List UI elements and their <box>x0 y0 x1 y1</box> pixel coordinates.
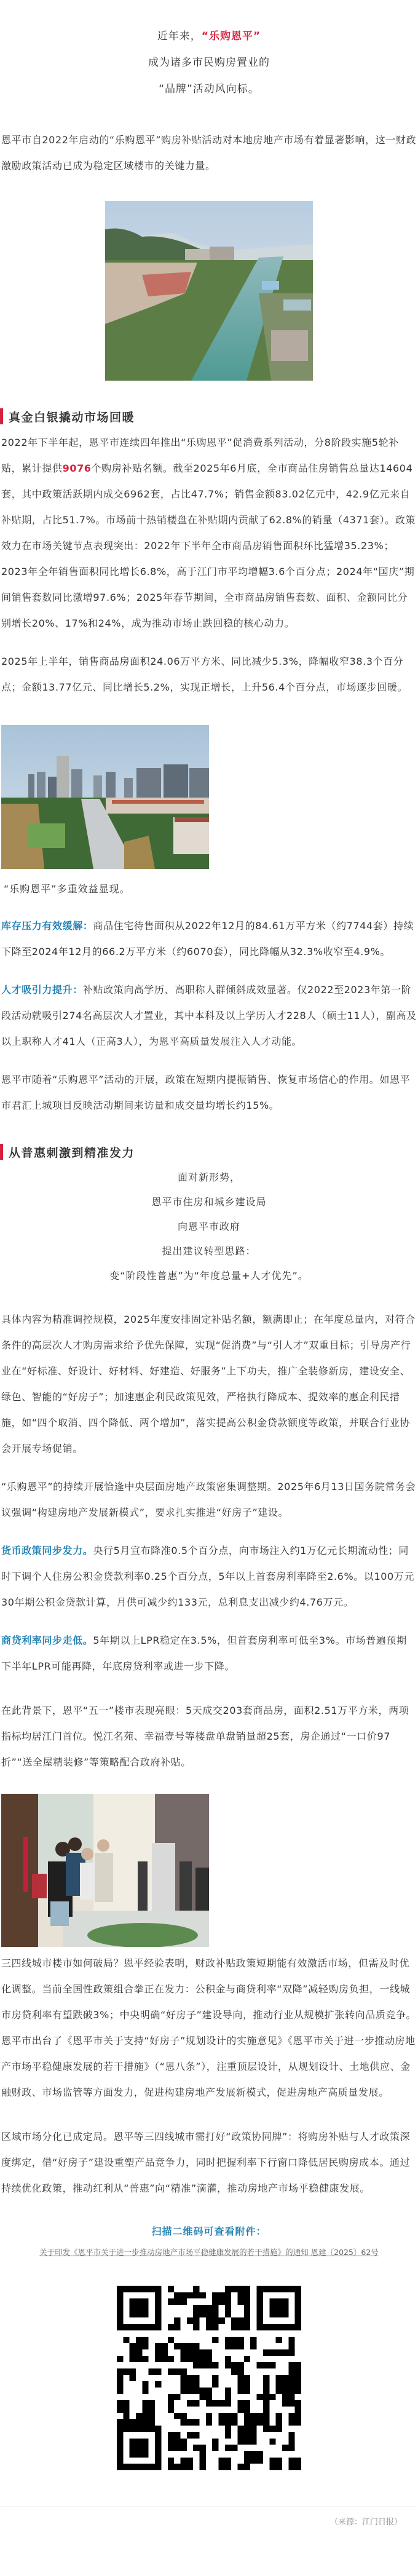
paragraph-breakthrough: 三四线城市楼市如何破局？恩平经验表明，财政补贴政策短期能有效激活市场，但需及时优化调整。当前全国性政策组合拳正在发力：公积金与商贷利率“双降”减轻购房负担，一线城市房贷利率有望跌破3%；中央明确“好房子”建设导向，推动行业从规模扩张转向品质竞争。恩平市出台了《恩平市关于支持“好房子”规划设计的实施意见》《恩平市关于进一步推动房地产市场平稳健康发展的若干措施》（“恩八条”），注重顶层设计，从规划设计、土地供应、金融财政、市场监管等方面发力，促进构建房地产发展新模式，促进房地产高质量发展。 <box>1 1957 417 2098</box>
text-run: 商品住宅待售面积从2022年12月的84.61万平方米（约7744套）持续下降至2024年12月的66.2万平方米（约6070套），同比降幅从32.3%收窄至4.9%。 <box>1 920 414 957</box>
center-line: 提出建议转型思路： <box>162 1245 256 1257</box>
text-run: 2022年下半年起，恩平市连续四年推出“乐购恩平”促消费系列活动，分8阶段实施5轮补贴，累计提供 <box>1 437 399 474</box>
residential-district-photo <box>1 725 209 869</box>
text-run: 补贴政策向高学历、高职称人群倾斜成效显著。仅2022至2023年第一阶段活动就吸引274名高层次人才置业，其中本科及以上学历人才228人（硕士11人），副高及以上职称人才41人（正高3人），为恩平高质量发展注入人才动能。 <box>1 984 417 1047</box>
proposal-center-block <box>0 1165 418 1288</box>
text-run: 央行5月宣布降准0.5个百分点，向市场注入约1万亿元长期流动性；同时下调个人住房公积金贷款利率0.25个百分点，5年以上首套房利率降至2.6%。以100万元30年期公积金贷款计算，月供可减少约133元，总利息支出减少约4.76万元。 <box>1 1545 414 1608</box>
paragraph-subsidy-results <box>0 430 418 636</box>
paragraph-conclusion: 区域市场分化已成定局。恩平等三四线城市需打好“政策协同牌”：将购房补贴与人才政策深度绑定，借“好房子”建设重塑产品竞争力，同时把握利率下行窗口降低居民购房成本。通过持续优化政策，推动红利从“普惠”向“精准”滴灌，推动房地产市场平稳健康发展。 <box>1 2131 411 2194</box>
paragraph-monetary <box>0 1538 418 1615</box>
paragraph-talent <box>0 977 418 1055</box>
intro-line-3: “品牌”活动风向标。 <box>159 83 259 95</box>
center-line: 向恩平市政府 <box>177 1221 240 1232</box>
section-heading-market-warming <box>0 403 418 430</box>
paragraph-lpr <box>0 1628 418 1679</box>
paragraph-project-effect: 恩平市随着“乐购恩平”活动的开展，政策在短期内提振销售、恢复市场信心的作用。如恩平市君汇上城项目反映活动期间来访量和成交量均增长约15%。 <box>1 1074 411 1111</box>
source-attribution: （来源：江门日报） <box>329 2518 402 2527</box>
center-line: 变“阶段性普惠”为“年度总量+人才优先”。 <box>109 1270 309 1282</box>
attachment-link[interactable]: 关于印发《恩平市关于进一步推动房地产市场平稳健康发展的若干措施》的通知 恩建〔2025〕62号 <box>39 2248 379 2257</box>
scan-qr-title: 扫描二维码可查看附件： <box>151 2225 267 2237</box>
intro-prefix: 近年来， <box>157 30 202 42</box>
section-title: 真金白银撬动市场回暖 <box>9 410 135 424</box>
paragraph-mayday: 在此背景下，恩平“五一”楼市表现亮眼：5天成交203套商品房，面积2.51万平方米，两项指标均居江门首位。悦江名苑、幸福壹号等楼盘单盘销量超25套，房企通过“一口价97折”“送全屋精装修”等策略配合政府补贴。 <box>1 1705 409 1768</box>
text-run: 5年期以上LPR稳定在3.5%，但首套房利率可低至3%。市场普遍预期下半年LPR可能再降，年底房贷利率或进一步下降。 <box>1 1635 407 1672</box>
text-run: 个购房补贴名额。截至2025年6月底，全市商品住房销售总量达14604套，其中政策活跃期内成交6962套，占比47.7%；销售金额83.02亿元中，42.9亿元来自补贴期，占比51.7%。市场前十热销楼盘在补贴期内贡献了62.8%的销量（4371套）。政策效力在市场关键节点表现突出：2022年下半年全市商品房销售面积环比猛增35.23%；2023年全年销售面积同比增长6.8%，高于江门市平均增幅3.6个百分点；2024年“国庆”期间销售套数同比激增97.6%；2025年春节期间，全市商品房销售套数、面积、金额同比分别增长20%、17%和24%，成为推动市场止跌回稳的核心动力。 <box>1 462 416 629</box>
footer-divider <box>1 2506 417 2507</box>
paragraph-detail: 具体内容为精准调控规模，2025年度安排固定补贴名额，额满即止；在年度总量内，对符合条件的高层次人才购房需求给予优先保障，实现“促消费”与“引人才”双重目标；引导房产行业在“好标准、好设计、好材料、好建造、好服务”上下功夫，推广全装修新房，建设安全、绿色、智能的“好房子”；加速惠企利民政策见效，严格执行降成本、提效率的惠企利民措施，如“四个取消、四个降低、两个增加”，落实提高公积金贷款额度等政策，并联合行业协会开展专场促销。 <box>1 1314 416 1454</box>
paragraph-h1-2025: 2025年上半年，销售商品房面积24.06万平方米、同比减少5.3%，降幅收窄38.3个百分点；金额13.77亿元、同比增长5.2%，实现正增长，上升56.4个百分点，市场逐步回暖。 <box>1 656 408 693</box>
paragraph-central-policy: “乐购恩平”的持续开展恰逢中央层面房地产政策密集调整期。2025年6月13日国务院常务会议强调“构建房地产发展新模式”，要求扎实推进“好房子”建设。 <box>1 1481 416 1518</box>
photo-caption: “乐购恩平”多重效益显现。 <box>4 883 130 895</box>
qr-code-icon[interactable] <box>117 2286 301 2470</box>
sales-office-photo <box>1 1794 209 1947</box>
highlight-number: 9076 <box>62 462 92 474</box>
section-title: 从普惠刺激到精准发力 <box>9 1146 135 1160</box>
intro-highlight: “乐购恩平” <box>201 30 261 42</box>
hero-aerial-river-photo <box>105 201 313 381</box>
monetary-label: 货币政策同步发力。 <box>1 1545 93 1556</box>
talent-label: 人才吸引力提升： <box>1 984 83 996</box>
lead-paragraph: 恩平市自2022年启动的“乐购恩平”购房补贴活动对本地房地产市场有着显著影响，这一财政激励政策活动已成为稳定区域楼市的关键力量。 <box>1 134 417 172</box>
intro-block <box>0 0 418 103</box>
section-bar-icon <box>0 408 3 424</box>
paragraph-inventory <box>0 913 418 965</box>
section-heading-precision <box>0 1138 418 1165</box>
center-line: 面对新形势， <box>177 1171 240 1183</box>
intro-line-1 <box>0 23 418 50</box>
intro-line-2: 成为诸多市民购房置业的 <box>148 57 270 69</box>
inventory-label: 库存压力有效缓解： <box>1 920 93 932</box>
lpr-label: 商贷利率同步走低。 <box>1 1635 93 1646</box>
section-bar-icon <box>0 1144 3 1160</box>
center-line: 恩平市住房和城乡建设局 <box>151 1196 267 1208</box>
